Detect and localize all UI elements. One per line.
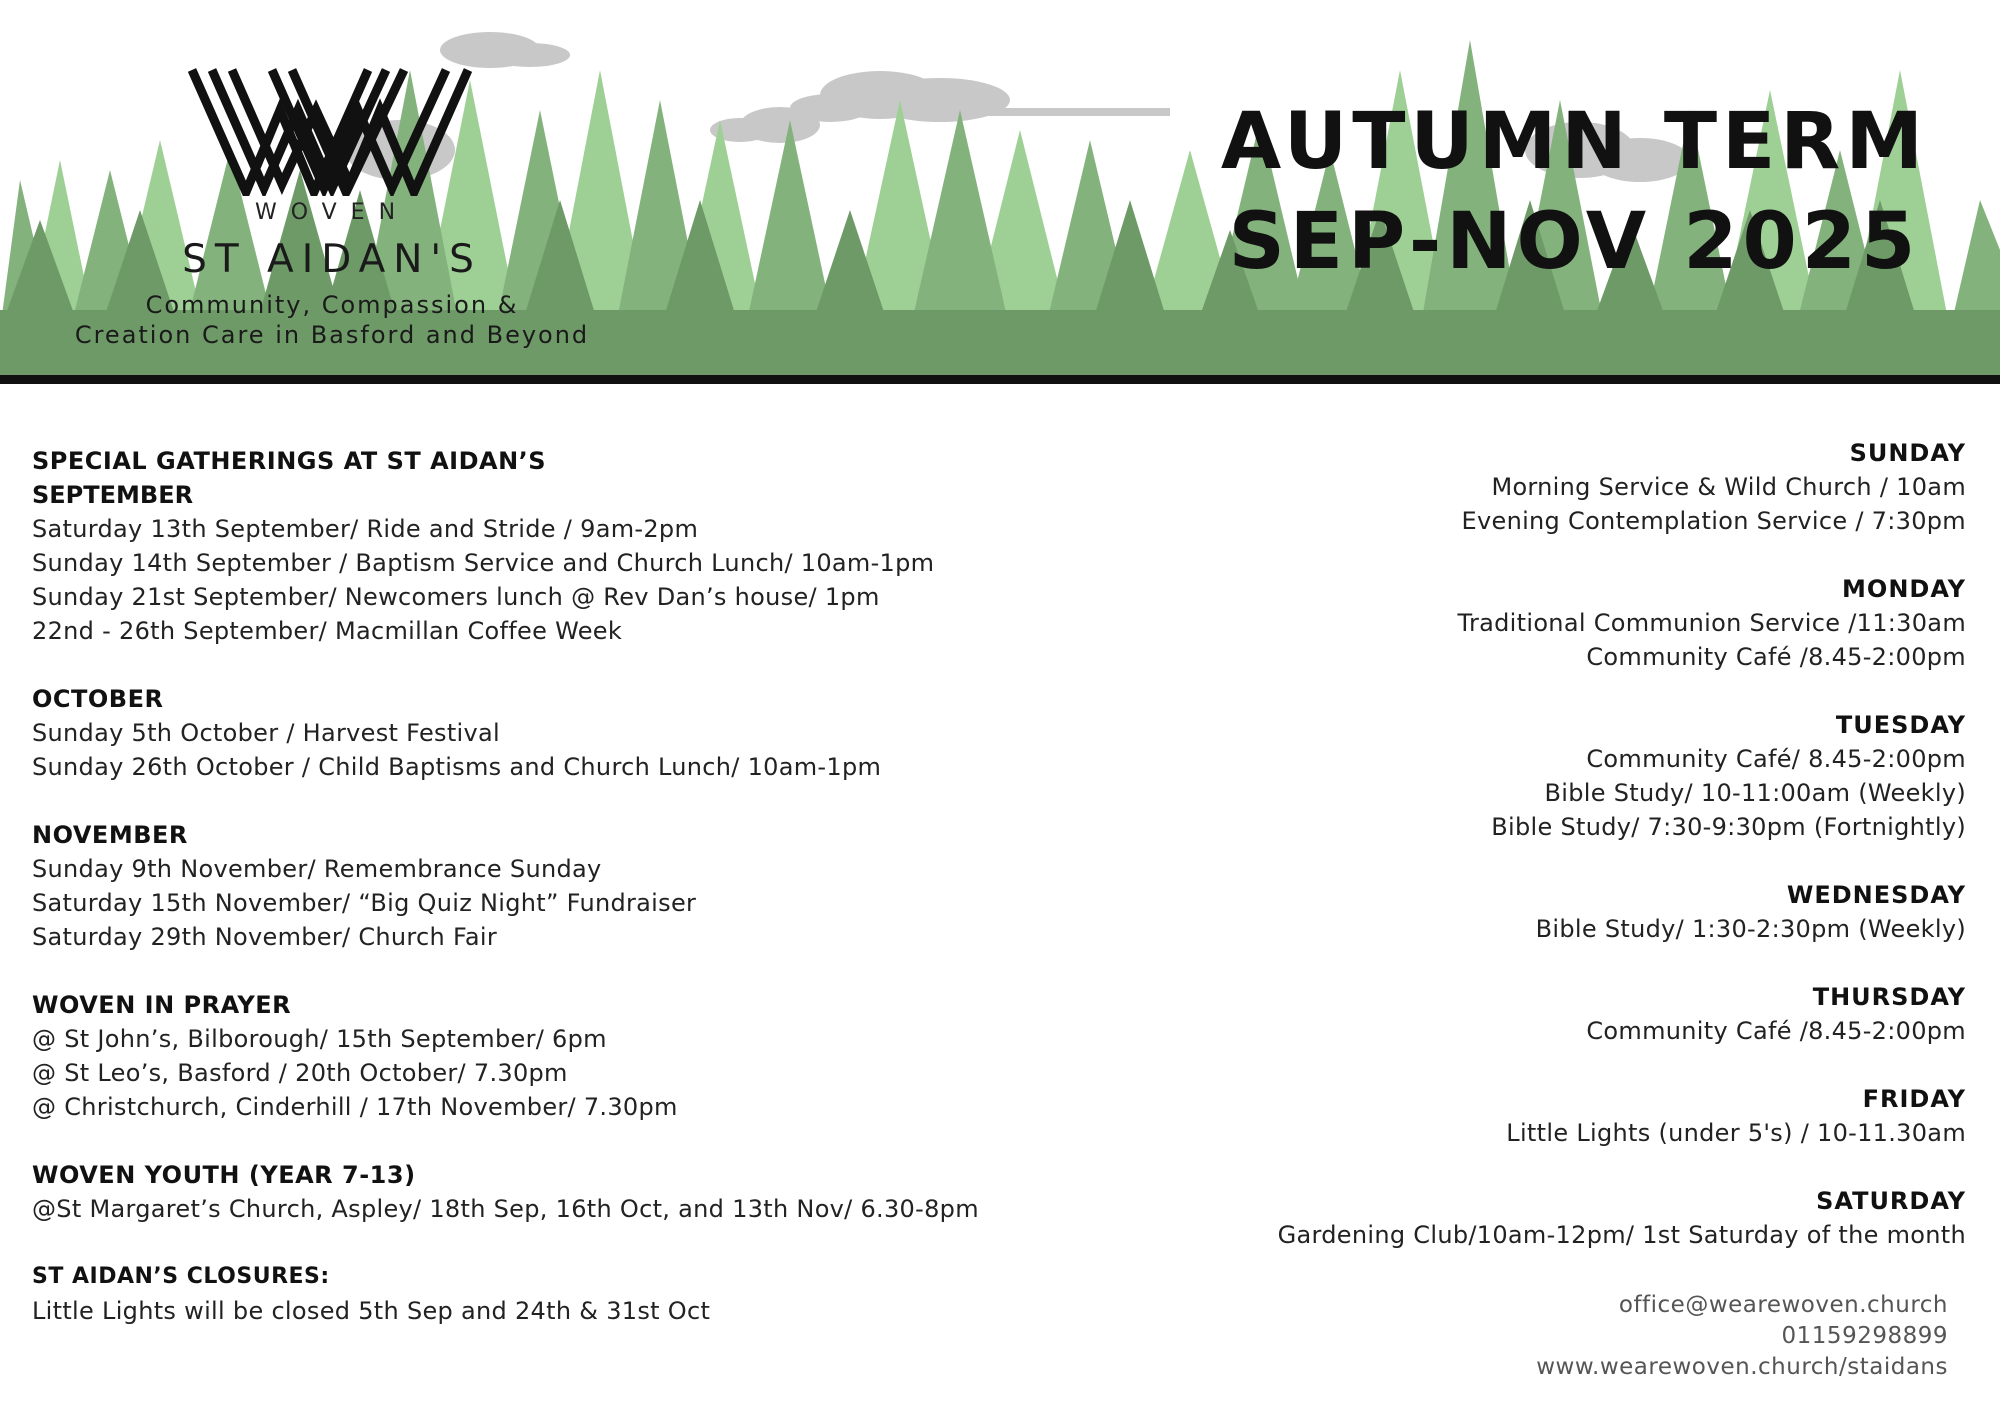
day-heading: SUNDAY — [1849, 439, 1966, 467]
list-item: Bible Study/ 10-11:00am (Weekly) — [1544, 779, 1966, 807]
closures-heading: ST AIDAN’S CLOSURES: — [32, 1264, 330, 1289]
day-heading: SATURDAY — [1816, 1187, 1966, 1215]
special-gatherings — [32, 444, 1182, 1362]
website-link[interactable]: www.wearewoven.church/staidans — [1536, 1354, 1948, 1380]
list-item: Morning Service & Wild Church / 10am — [1491, 473, 1966, 501]
october-heading: OCTOBER — [32, 685, 164, 713]
november-heading: NOVEMBER — [32, 821, 188, 849]
list-item: @ St Leo’s, Basford / 20th October/ 7.30pm — [32, 1059, 568, 1087]
day-wednesday — [1106, 878, 1966, 946]
list-item: Saturday 13th September/ Ride and Stride / 9am-2pm — [32, 515, 699, 543]
tagline-line-1: Community, Compassion & — [145, 291, 519, 319]
list-item: Sunday 9th November/ Remembrance Sunday — [32, 855, 602, 883]
list-item: @St Margaret’s Church, Aspley/ 18th Sep, 16th Oct, and 13th Nov/ 6.30-8pm — [32, 1195, 979, 1223]
september-heading: SEPTEMBER — [32, 481, 194, 509]
tagline — [20, 290, 644, 350]
phone-number: 01159298899 — [1781, 1323, 1948, 1349]
list-item: Saturday 15th November/ “Big Quiz Night” Fundraiser — [32, 889, 697, 917]
day-heading: FRIDAY — [1862, 1085, 1966, 1113]
november-section — [32, 818, 1182, 954]
special-gatherings-heading: SPECIAL GATHERINGS AT ST AIDAN’S — [32, 447, 547, 475]
term-title-line-1: AUTUMN TERM — [1220, 97, 1928, 187]
list-item: Sunday 26th October / Child Baptisms and Church Lunch/ 10am-1pm — [32, 753, 882, 781]
list-item: Sunday 14th September / Baptism Service and Church Lunch/ 10am-1pm — [32, 549, 935, 577]
day-saturday — [1106, 1184, 1966, 1252]
term-title — [1221, 92, 1928, 292]
list-item: Traditional Communion Service /11:30am — [1457, 609, 1966, 637]
logo-wordmark: WOVEN — [254, 200, 410, 225]
list-item: @ Christchurch, Cinderhill / 17th November/ 7.30pm — [32, 1093, 678, 1121]
church-name: ST AIDAN'S — [182, 237, 482, 282]
october-section — [32, 682, 1182, 784]
list-item: Community Café /8.45-2:00pm — [1586, 1017, 1966, 1045]
list-item: Little Lights will be closed 5th Sep and 24th & 31st Oct — [32, 1297, 711, 1325]
prayer-section — [32, 988, 1182, 1124]
list-item: Bible Study/ 1:30-2:30pm (Weekly) — [1535, 915, 1966, 943]
youth-section — [32, 1158, 1182, 1226]
day-tuesday — [1106, 708, 1966, 844]
header-divider — [0, 375, 2000, 384]
weekly-schedule — [1106, 436, 1966, 1286]
day-heading: MONDAY — [1842, 575, 1966, 603]
list-item: Community Café /8.45-2:00pm — [1586, 643, 1966, 671]
closures-section — [32, 1260, 1182, 1328]
list-item: Saturday 29th November/ Church Fair — [32, 923, 498, 951]
list-item: 22nd - 26th September/ Macmillan Coffee Week — [32, 617, 623, 645]
prayer-heading: WOVEN IN PRAYER — [32, 991, 292, 1019]
term-title-line-2: SEP-NOV 2025 — [1228, 197, 1921, 287]
woven-logo-icon — [188, 66, 474, 196]
day-heading: WEDNESDAY — [1786, 881, 1966, 909]
email-link[interactable]: office@wearewoven.church — [1618, 1292, 1948, 1318]
youth-heading: WOVEN YOUTH (YEAR 7-13) — [32, 1161, 416, 1189]
day-heading: THURSDAY — [1812, 983, 1966, 1011]
contact-block — [1536, 1290, 1948, 1383]
day-thursday — [1106, 980, 1966, 1048]
september-section — [32, 444, 1182, 648]
list-item: Gardening Club/10am-12pm/ 1st Saturday of the month — [1277, 1221, 1966, 1249]
day-sunday — [1106, 436, 1966, 538]
list-item: Community Café/ 8.45-2:00pm — [1586, 745, 1966, 773]
list-item: Evening Contemplation Service / 7:30pm — [1461, 507, 1966, 535]
list-item: Bible Study/ 7:30-9:30pm (Fortnightly) — [1491, 813, 1966, 841]
day-friday — [1106, 1082, 1966, 1150]
list-item: @ St John’s, Bilborough/ 15th September/ 6pm — [32, 1025, 607, 1053]
list-item: Little Lights (under 5's) / 10-11.30am — [1506, 1119, 1966, 1147]
tagline-line-2: Creation Care in Basford and Beyond — [74, 321, 590, 349]
list-item: Sunday 21st September/ Newcomers lunch @ Rev Dan’s house/ 1pm — [32, 583, 880, 611]
day-heading: TUESDAY — [1835, 711, 1966, 739]
day-monday — [1106, 572, 1966, 674]
list-item: Sunday 5th October / Harvest Festival — [32, 719, 500, 747]
